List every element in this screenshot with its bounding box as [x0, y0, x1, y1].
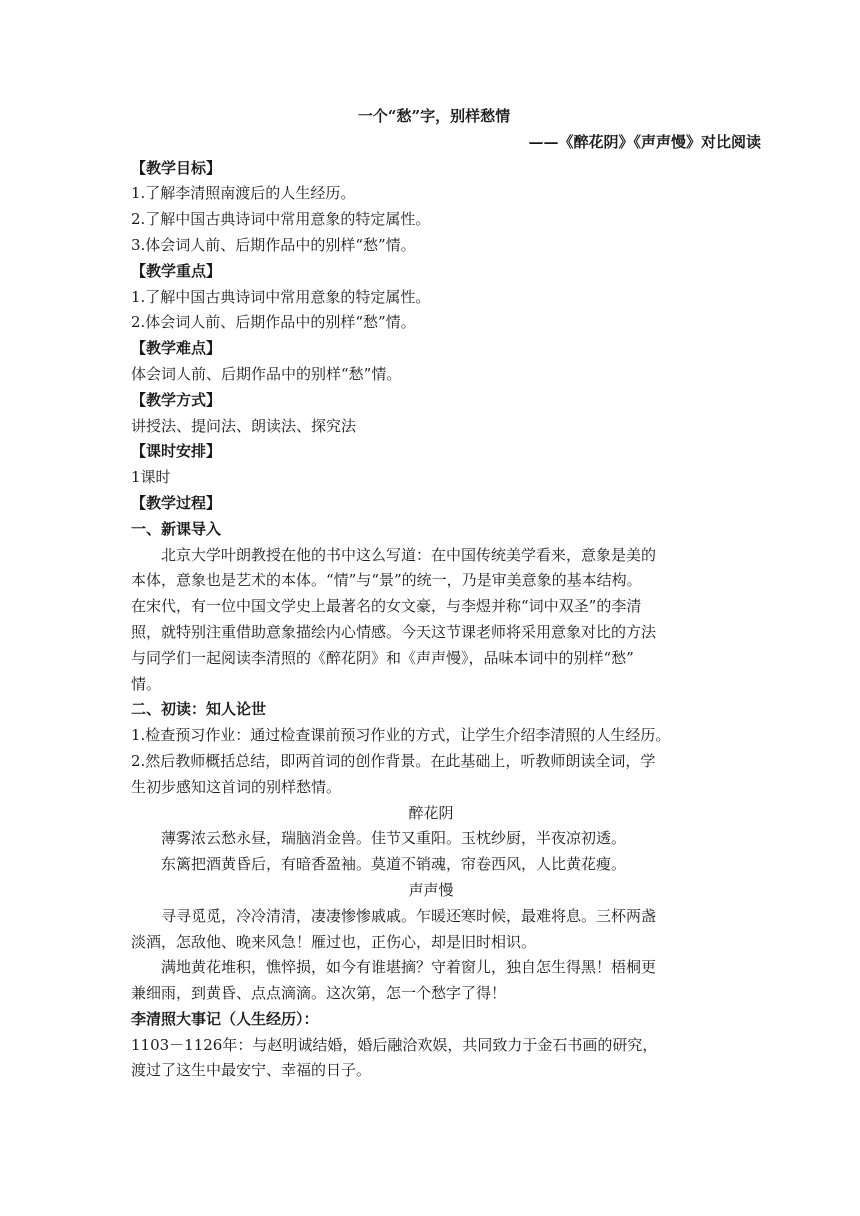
timeline-line: 渡过了这生中最安宁、幸福的日子。	[131, 1061, 372, 1080]
intro-paragraph-line: 本体，意象也是艺术的本体。“情”与“景”的统一，乃是审美意象的基本结构。	[131, 571, 642, 590]
objective-item: 2.了解中国古典诗词中常用意象的特定属性。	[131, 210, 431, 229]
timeline-heading: 李清照大事记（人生经历）：	[131, 1009, 319, 1028]
difficulties-text: 体会词人前、后期作品中的别样“愁”情。	[131, 364, 402, 383]
objectives-heading: 【教学目标】	[131, 158, 222, 177]
section-heading-first-reading: 二、初读：知人论世	[131, 700, 267, 719]
intro-paragraph-line: 与同学们一起阅读李清照的《醉花阴》和《声声慢》，品味本词中的别样“愁”	[131, 648, 634, 667]
intro-paragraph-line: 北京大学叶朗教授在他的书中这么写道：在中国传统美学看来，意象是美的	[161, 545, 657, 564]
reading-step-line: 1.检查预习作业：通过检查课前预习作业的方式，让学生介绍李清照的人生经历。	[131, 726, 671, 745]
schedule-heading: 【课时安排】	[131, 442, 222, 461]
poem-line: 淡酒，怎敌他、晚来风急！雁过也，正伤心，却是旧时相识。	[131, 932, 537, 951]
difficulties-heading: 【教学难点】	[131, 339, 222, 358]
document-title: 一个“愁”字，别样愁情	[357, 107, 511, 125]
key-points-heading: 【教学重点】	[131, 261, 222, 280]
key-point-item: 2.体会词人前、后期作品中的别样“愁”情。	[131, 313, 416, 332]
poem-line: 满地黄花堆积，憔悴损，如今有谁堪摘？守着窗儿，独自怎生得黑！梧桐更	[161, 958, 657, 977]
poem-title-zuihuayin: 醉花阴	[408, 803, 454, 822]
key-point-item: 1.了解中国古典诗词中常用意象的特定属性。	[131, 287, 431, 306]
reading-step-line: 2.然后教师概括总结，即两首词的创作背景。在此基础上，听教师朗读全词，学	[131, 751, 656, 770]
document-body	[131, 104, 761, 1084]
poem-line: 寻寻觅觅，冷冷清清，凄凄惨惨戚戚。乍暖还寒时候，最难将息。三杯两盏	[161, 906, 657, 925]
reading-step-line: 生初步感知这首词的别样愁情。	[131, 777, 342, 796]
methods-heading: 【教学方式】	[131, 390, 222, 409]
section-heading-intro: 一、新课导入	[131, 519, 222, 538]
schedule-text: 1课时	[131, 468, 171, 487]
objective-item: 1.了解李清照南渡后的人生经历。	[131, 184, 356, 203]
poem-line: 薄雾浓云愁永昼，瑞脑消金兽。佳节又重阳。玉枕纱厨，半夜凉初透。	[161, 829, 627, 848]
intro-paragraph-line: 照，就特别注重借助意象描绘内心情感。今天这节课老师将采用意象对比的方法	[131, 622, 657, 641]
objective-item: 3.体会词人前、后期作品中的别样“愁”情。	[131, 235, 416, 254]
methods-text: 讲授法、提问法、朗读法、探究法	[131, 416, 357, 435]
timeline-line: 1103－1126年：与赵明诚结婚，婚后融洽欢娱，共同致力于金石书画的研究，	[131, 1035, 658, 1054]
intro-paragraph-line: 情。	[131, 674, 162, 693]
document-subtitle: ——《醉花阴》《声声慢》对比阅读	[528, 132, 761, 151]
poem-line: 兼细雨，到黄昏、点点滴滴。这次第，怎一个愁字了得！	[131, 984, 507, 1003]
process-heading: 【教学过程】	[131, 493, 222, 512]
poem-line: 东篱把酒黄昏后，有暗香盈袖。莫道不销魂，帘卷西风，人比黄花瘦。	[161, 855, 627, 874]
poem-title-shengshengman: 声声慢	[408, 880, 454, 899]
intro-paragraph-line: 在宋代，有一位中国文学史上最著名的女文豪，与李煜并称“词中双圣”的李清	[131, 597, 642, 616]
